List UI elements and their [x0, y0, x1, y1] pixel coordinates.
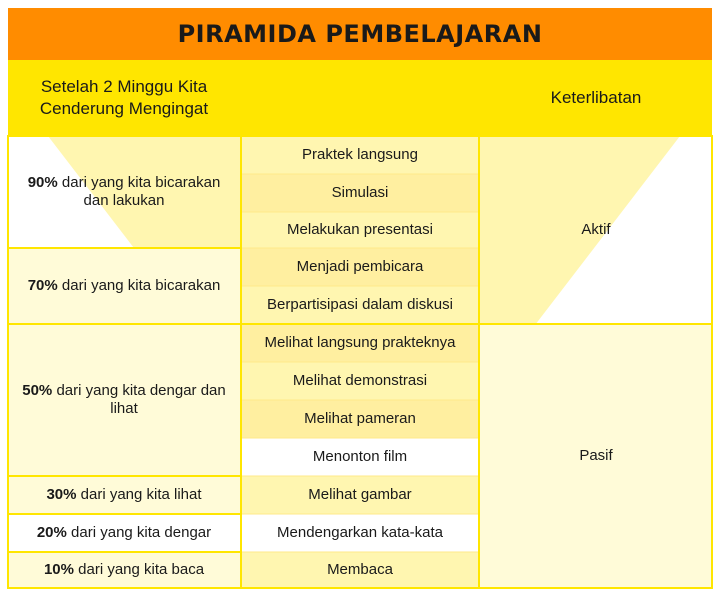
engagement-active: Aktif	[581, 221, 611, 238]
retention-70	[8, 248, 240, 324]
header-engagement: Keterlibatan	[550, 88, 642, 107]
retention-text: dari yang kita dengar	[66, 524, 212, 541]
retention-text: dari yang kita bicarakan dan lakukan	[57, 174, 221, 209]
retention-percent: 10%	[43, 561, 74, 578]
engagement-passive: Pasif	[579, 447, 613, 464]
retention-50	[8, 324, 240, 476]
activity-item: Melakukan presentasi	[287, 221, 433, 238]
activity-item: Menjadi pembicara	[296, 258, 424, 275]
activity-item: Membaca	[327, 561, 393, 578]
header-retention: Setelah 2 Minggu Kita Cenderung Mengingat	[39, 77, 209, 118]
activity-item: Menonton film	[312, 448, 408, 465]
activity-item: Mendengarkan kata-kata	[277, 524, 443, 541]
activity-item: Melihat pameran	[304, 410, 416, 427]
retention-text: dari yang kita dengar dan lihat	[52, 382, 226, 417]
page-title: PIRAMIDA PEMBELAJARAN	[177, 20, 543, 48]
retention-text: dari yang kita lihat	[76, 486, 202, 503]
activity-item: Praktek langsung	[302, 146, 418, 163]
retention-percent: 50%	[22, 382, 53, 399]
retention-90	[8, 136, 240, 248]
retention-10	[8, 552, 240, 588]
retention-percent: 30%	[46, 486, 77, 503]
retention-percent: 20%	[36, 524, 67, 541]
activity-item: Simulasi	[331, 184, 389, 201]
retention-text: dari yang kita bicarakan	[57, 277, 221, 294]
activity-item: Melihat demonstrasi	[292, 372, 428, 389]
activity-item: Berpartisipasi dalam diskusi	[267, 296, 453, 313]
activity-item: Melihat langsung prakteknya	[264, 334, 456, 351]
retention-percent: 70%	[27, 277, 58, 294]
retention-20	[8, 514, 240, 552]
retention-text: dari yang kita baca	[73, 561, 205, 578]
retention-30	[8, 476, 240, 514]
activity-item: Melihat gambar	[308, 486, 412, 503]
retention-percent: 90%	[27, 174, 58, 191]
